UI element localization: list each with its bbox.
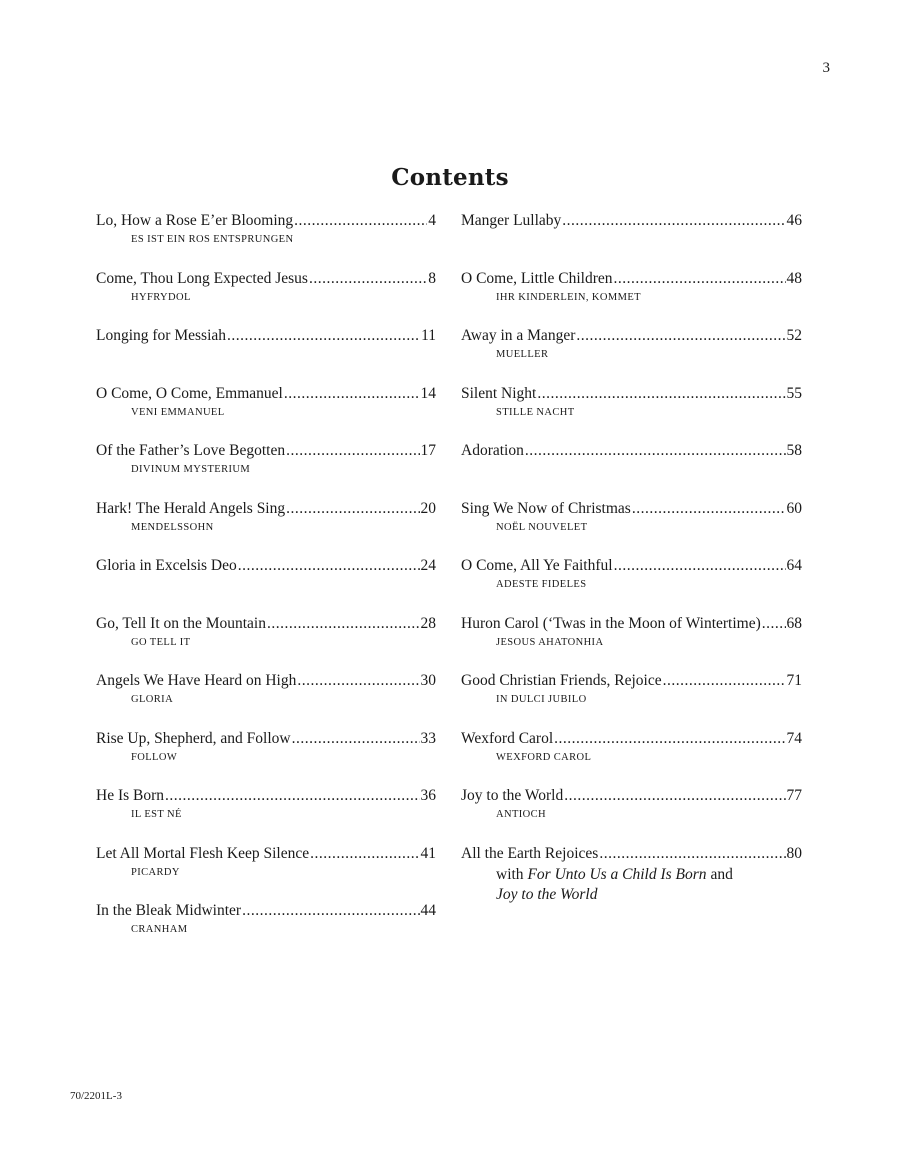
toc-entry-page: 77 bbox=[786, 787, 802, 804]
toc-entry-page: 64 bbox=[786, 557, 802, 574]
toc-entry-title: All the Earth Rejoices bbox=[461, 844, 599, 862]
dot-leader bbox=[165, 785, 419, 807]
toc-entry-line bbox=[461, 613, 802, 635]
toc-entry bbox=[461, 728, 802, 786]
toc-entry-tune: IN DULCI JUBILO bbox=[496, 694, 587, 705]
toc-entry bbox=[96, 268, 436, 326]
toc-entry-title: He Is Born bbox=[96, 787, 165, 804]
toc-entry bbox=[96, 785, 436, 843]
toc-entry bbox=[461, 498, 802, 556]
toc-entry-title: O Come, All Ye Faithful bbox=[461, 557, 613, 574]
toc-entry bbox=[96, 613, 436, 671]
toc-entry-page: 46 bbox=[786, 212, 802, 229]
toc-entry bbox=[461, 210, 802, 268]
toc-entry-page: 58 bbox=[786, 442, 802, 459]
toc-entry-tune: FOLLOW bbox=[131, 751, 178, 763]
medley-note-2 bbox=[461, 885, 802, 905]
toc-entry-page: 33 bbox=[420, 729, 436, 747]
toc-entry-title: Manger Lullaby bbox=[461, 212, 562, 229]
medley-and: and bbox=[710, 865, 733, 883]
toc-entry-page: 20 bbox=[420, 499, 436, 517]
dot-leader bbox=[762, 613, 786, 635]
toc-entry bbox=[96, 555, 436, 613]
toc-entry bbox=[96, 670, 436, 728]
toc-entry bbox=[461, 785, 802, 843]
toc-entry-line bbox=[461, 785, 802, 807]
toc-entry-title: Come, Thou Long Expected Jesus bbox=[96, 269, 308, 287]
toc-entry bbox=[96, 843, 436, 901]
toc-entry-tune: NOËL NOUVELET bbox=[496, 521, 588, 533]
toc-entry bbox=[461, 383, 802, 441]
dot-leader bbox=[294, 210, 427, 232]
dot-leader bbox=[286, 498, 419, 520]
toc-entry-tune: GLORIA bbox=[131, 694, 174, 705]
toc-entry-title: Let All Mortal Flesh Keep Silence bbox=[96, 844, 310, 862]
dot-leader bbox=[284, 383, 420, 405]
toc-entry-line bbox=[96, 325, 436, 347]
dot-leader bbox=[267, 613, 420, 635]
toc-entry-line bbox=[461, 210, 802, 232]
toc-entry-title: Silent Night bbox=[461, 384, 537, 402]
toc-entry-line bbox=[96, 440, 436, 462]
toc-entry-page: 41 bbox=[420, 844, 436, 862]
toc-entry-line bbox=[96, 728, 436, 750]
toc-entry-title: Angels We Have Heard on High bbox=[96, 672, 297, 689]
dot-leader bbox=[614, 555, 786, 577]
toc-entry bbox=[96, 900, 436, 958]
dot-leader bbox=[614, 268, 786, 290]
medley-title-1: For Unto Us a Child Is Born bbox=[527, 865, 707, 883]
toc-entry bbox=[461, 843, 802, 901]
toc-entry-title: Go, Tell It on the Mountain bbox=[96, 614, 266, 632]
dot-leader bbox=[292, 728, 420, 750]
toc-entry-tune: GO TELL IT bbox=[131, 636, 191, 648]
toc-entry-line bbox=[461, 728, 802, 750]
toc-entry-tune: ADESTE FIDELES bbox=[496, 579, 587, 590]
toc-entry-title: Sing We Now of Christmas bbox=[461, 499, 631, 517]
toc-entry-line bbox=[96, 843, 436, 865]
toc-entry-line bbox=[96, 383, 436, 405]
toc-entry-page: 74 bbox=[786, 729, 802, 747]
toc-entry-title: Gloria in Excelsis Deo bbox=[96, 557, 237, 574]
toc-entry-title: Huron Carol (‘Twas in the Moon of Wintertime) bbox=[461, 614, 761, 632]
toc-entry bbox=[96, 440, 436, 498]
dot-leader bbox=[599, 843, 785, 865]
toc-entry-tune: JESOUS AHATONHIA bbox=[496, 636, 604, 648]
dot-leader bbox=[537, 383, 785, 405]
dot-leader bbox=[238, 555, 420, 577]
contents-right-column bbox=[461, 210, 802, 903]
toc-entry-page: 11 bbox=[421, 327, 436, 344]
toc-entry-tune: MUELLER bbox=[496, 349, 549, 360]
dot-leader bbox=[227, 325, 420, 347]
toc-entry-line bbox=[461, 670, 802, 692]
toc-entry-title: Longing for Messiah bbox=[96, 327, 227, 344]
toc-entry-line bbox=[461, 843, 802, 865]
toc-entry-tune: WEXFORD CAROL bbox=[496, 751, 592, 763]
toc-entry-title: O Come, O Come, Emmanuel bbox=[96, 384, 283, 402]
toc-entry-line bbox=[96, 555, 436, 577]
toc-entry-title: Away in a Manger bbox=[461, 327, 576, 344]
toc-entry-line bbox=[96, 670, 436, 692]
toc-entry-tune: IHR KINDERLEIN, KOMMET bbox=[496, 291, 641, 303]
toc-entry-page: 30 bbox=[420, 672, 436, 689]
toc-entry-page: 44 bbox=[420, 902, 436, 919]
toc-entry-tune: ANTIOCH bbox=[496, 809, 547, 820]
toc-entry-page: 48 bbox=[786, 269, 802, 287]
toc-entry-page: 71 bbox=[786, 672, 802, 689]
toc-entry-line bbox=[461, 383, 802, 405]
contents-left-column bbox=[96, 210, 436, 958]
toc-entry bbox=[461, 325, 802, 383]
toc-entry bbox=[96, 383, 436, 441]
toc-entry-line bbox=[461, 325, 802, 347]
dot-leader bbox=[632, 498, 786, 520]
toc-entry-tune: VENI EMMANUEL bbox=[131, 406, 225, 418]
toc-entry-title: Hark! The Herald Angels Sing bbox=[96, 499, 286, 517]
medley-note bbox=[461, 865, 802, 885]
toc-entry-page: 55 bbox=[786, 384, 802, 402]
toc-entry-line bbox=[96, 785, 436, 807]
toc-entry-title: Good Christian Friends, Rejoice bbox=[461, 672, 662, 689]
toc-entry bbox=[461, 613, 802, 671]
toc-entry-page: 24 bbox=[420, 557, 436, 574]
toc-entry bbox=[461, 440, 802, 498]
toc-entry-tune: DIVINUM MYSTERIUM bbox=[131, 464, 251, 475]
toc-entry-tune: MENDELSSOHN bbox=[131, 521, 214, 533]
toc-entry bbox=[461, 670, 802, 728]
dot-leader bbox=[242, 900, 419, 922]
toc-entry-page: 68 bbox=[786, 614, 802, 632]
toc-entry-line bbox=[96, 498, 436, 520]
toc-entry bbox=[461, 555, 802, 613]
dot-leader bbox=[564, 785, 785, 807]
toc-entry-page: 28 bbox=[420, 614, 436, 632]
toc-entry-page: 36 bbox=[420, 787, 436, 804]
toc-entry bbox=[461, 268, 802, 326]
toc-entry-title: Of the Father’s Love Begotten bbox=[96, 442, 286, 459]
dot-leader bbox=[525, 440, 786, 462]
toc-entry bbox=[96, 210, 436, 268]
toc-entry-page: 4 bbox=[428, 212, 436, 229]
dot-leader bbox=[310, 843, 419, 865]
medley-with: with bbox=[496, 865, 524, 883]
dot-leader bbox=[562, 210, 785, 232]
toc-entry-tune: CRANHAM bbox=[131, 924, 188, 935]
toc-entry bbox=[96, 325, 436, 383]
medley-title-2: Joy to the World bbox=[496, 885, 598, 903]
toc-entry-title: In the Bleak Midwinter bbox=[96, 902, 242, 919]
toc-entry-page: 17 bbox=[420, 442, 436, 459]
toc-entry-line bbox=[96, 613, 436, 635]
dot-leader bbox=[554, 728, 785, 750]
toc-entry bbox=[96, 728, 436, 786]
toc-entry-tune: PICARDY bbox=[131, 866, 180, 878]
toc-entry-page: 60 bbox=[786, 499, 802, 517]
toc-entry-title: Lo, How a Rose E’er Blooming bbox=[96, 212, 294, 229]
toc-entry-title: Rise Up, Shepherd, and Follow bbox=[96, 729, 291, 747]
toc-entry-tune: ES IST EIN ROS ENTSPRUNGEN bbox=[131, 234, 294, 245]
toc-entry-tune: STILLE NACHT bbox=[496, 406, 575, 418]
toc-entry-line bbox=[96, 268, 436, 290]
toc-entry-tune: IL EST NÉ bbox=[131, 809, 182, 820]
toc-entry-title: Wexford Carol bbox=[461, 729, 554, 747]
toc-entry-page: 80 bbox=[786, 844, 802, 862]
toc-entry-page: 8 bbox=[428, 269, 436, 287]
dot-leader bbox=[297, 670, 419, 692]
dot-leader bbox=[286, 440, 419, 462]
toc-entry-line bbox=[461, 555, 802, 577]
toc-entry-page: 52 bbox=[786, 327, 802, 344]
toc-entry bbox=[96, 498, 436, 556]
toc-entry-line bbox=[461, 440, 802, 462]
toc-entry-tune: HYFRYDOL bbox=[131, 291, 191, 303]
dot-leader bbox=[663, 670, 786, 692]
toc-entry-line bbox=[461, 268, 802, 290]
toc-entry-line bbox=[96, 900, 436, 922]
page-title: Contents bbox=[391, 164, 509, 191]
toc-entry-title: Adoration bbox=[461, 442, 524, 459]
toc-entry-title: Joy to the World bbox=[461, 787, 564, 804]
footer-code: 70/2201L-3 bbox=[70, 1090, 122, 1102]
toc-entry-line bbox=[461, 498, 802, 520]
dot-leader bbox=[576, 325, 785, 347]
toc-entry-title: O Come, Little Children bbox=[461, 269, 613, 287]
toc-entry-page: 14 bbox=[420, 384, 436, 402]
dot-leader bbox=[309, 268, 427, 290]
toc-entry-line bbox=[96, 210, 436, 232]
page-number: 3 bbox=[822, 60, 830, 76]
